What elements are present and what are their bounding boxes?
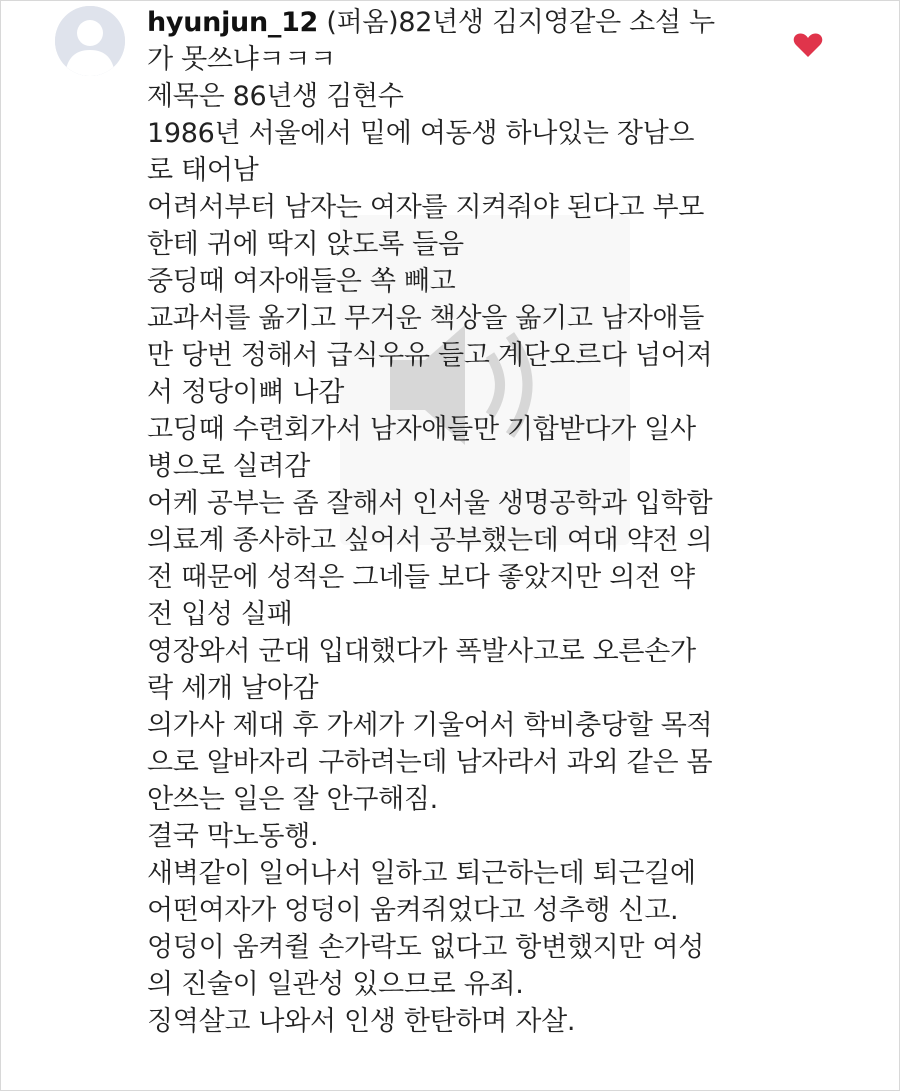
- comment-line: 병으로 실려감: [147, 451, 310, 482]
- default-avatar-icon: [55, 6, 125, 76]
- comment-line: 교과서를 옮기고 무거운 책상을 옮기고 남자애들: [147, 303, 705, 334]
- comment-line: 징역살고 나와서 인생 한탄하며 자살.: [147, 1006, 576, 1037]
- comment-line: 결국 막노동행.: [147, 821, 319, 852]
- avatar[interactable]: [55, 6, 125, 76]
- comment-line: 의가사 제대 후 가세가 기울어서 학비충당할 목적: [147, 710, 713, 741]
- comment-line: 1986년 서울에서 밑에 여동생 하나있는 장남으: [147, 118, 695, 149]
- comment-line: 고딩때 수련회가서 남자애들만 기합받다가 일사: [147, 414, 696, 445]
- comment-line: 전 때문에 성적은 그네들 보다 좋았지만 의전 약: [147, 562, 695, 593]
- comment-line: 영장와서 군대 입대했다가 폭발사고로 오른손가: [147, 636, 696, 667]
- comment-body: [147, 4, 787, 1040]
- comment-line: 제목은 86년생 김현수: [147, 81, 404, 112]
- comment-line: 새벽같이 일어나서 일하고 퇴근하는데 퇴근길에: [147, 858, 696, 889]
- comment-text: (퍼옴)82년생 김지영같은 소설 누: [318, 7, 715, 38]
- comment-line: 으로 알바자리 구하려는데 남자라서 과외 같은 몸: [147, 747, 713, 778]
- comment-line: 로 태어남: [147, 155, 259, 186]
- comment-line: 의료계 종사하고 싶어서 공부했는데 여대 약전 의: [147, 525, 713, 556]
- comment-line: 서 정당이뼈 나감: [147, 377, 345, 408]
- username[interactable]: hyunjun_12: [147, 7, 319, 38]
- comment-line: 한테 귀에 딱지 앉도록 들음: [147, 229, 464, 260]
- comment-line: 만 당번 정해서 급식우유 들고 계단오르다 넘어져: [147, 340, 713, 371]
- comment-line: 전 입성 실패: [147, 599, 293, 630]
- comment-line: 가 못쓰냐ㅋㅋㅋ: [147, 44, 336, 75]
- comment-line: 어려서부터 남자는 여자를 지켜줘야 된다고 부모: [147, 192, 705, 223]
- like-button[interactable]: [793, 32, 823, 58]
- comment-line: 의 진술이 일관성 있으므로 유죄.: [147, 969, 524, 1000]
- comment-line: 락 세개 날아감: [147, 673, 319, 704]
- comment-line: [147, 4, 787, 41]
- comment-line: 어케 공부는 좀 잘해서 인서울 생명공학과 입학함: [147, 488, 713, 519]
- comment-line: 엉덩이 움켜쥘 손가락도 없다고 항변했지만 여성: [147, 932, 705, 963]
- comment-line: 어떤여자가 엉덩이 움켜쥐었다고 성추행 신고.: [147, 895, 679, 926]
- heart-icon: [793, 32, 823, 58]
- comment-line: 안쓰는 일은 잘 안구해짐.: [147, 784, 438, 815]
- comment-line: 중딩때 여자애들은 쏙 빼고: [147, 266, 456, 297]
